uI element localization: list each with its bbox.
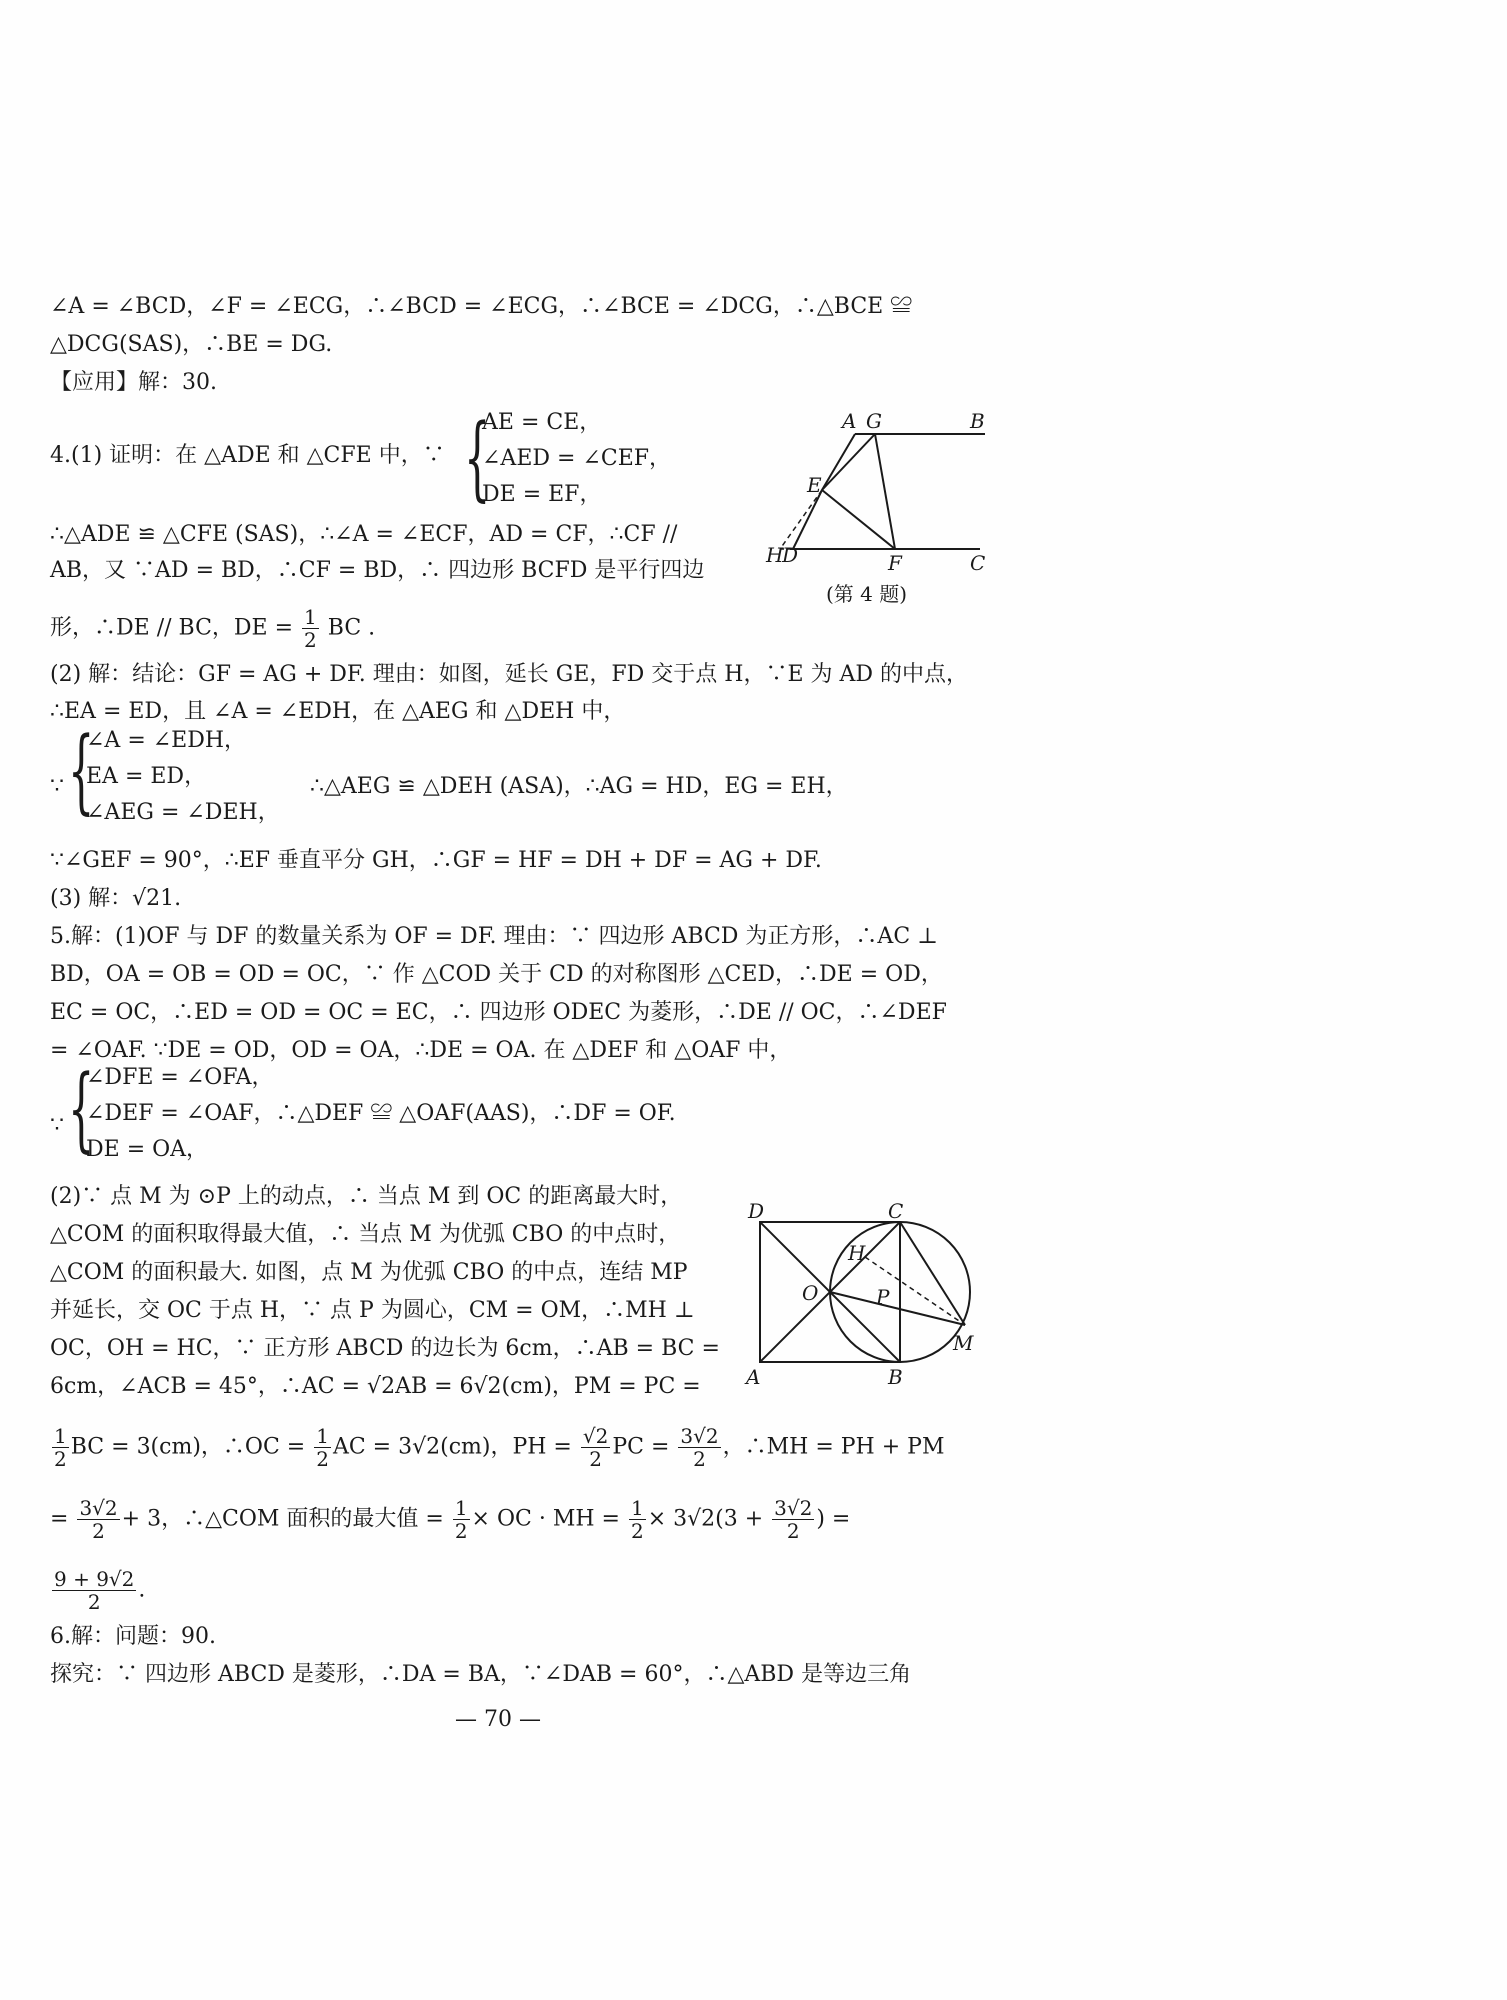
left-brace: {: [68, 1055, 95, 1162]
fraction: [772, 1497, 814, 1542]
fraction: [581, 1425, 610, 1470]
numerator: 3√2: [774, 1496, 813, 1520]
equation-row: ∠A = ∠EDH，: [86, 728, 247, 753]
equation-row: EA = ED，: [86, 764, 207, 789]
equation-system: [482, 405, 671, 513]
denominator: 2: [316, 1447, 329, 1471]
numerator: 1: [630, 1496, 644, 1520]
page-number: — 70 —: [455, 1707, 541, 1732]
denominator: 2: [786, 1519, 800, 1543]
fraction: [453, 1497, 470, 1542]
text-span: BC .: [327, 615, 376, 641]
text-line: 探究：∵ 四边形 ABCD 是菱形，∴DA = BA，∵∠DAB = 60°，∴△ABD 是等边三角: [50, 1662, 912, 1687]
figure-caption: (第 4 题): [826, 582, 908, 606]
text-span: ) =: [816, 1506, 851, 1532]
segment-om: [830, 1292, 965, 1325]
equation-row: ∠DFE = ∠OFA，: [86, 1065, 274, 1090]
denominator: 2: [92, 1519, 105, 1543]
equation-row: AE = CE，: [482, 410, 602, 435]
segment-ed: [793, 490, 822, 549]
fraction: [52, 1425, 69, 1470]
text-line: (2)∵ 点 M 为 ⊙P 上的动点，∴ 当点 M 到 OC 的距离最大时，: [50, 1184, 683, 1209]
text-line: 6cm，∠ACB = 45°，∴AC = √2AB = 6√2(cm)，PM = PC =: [50, 1374, 701, 1399]
figure-4-diagram: [760, 412, 1000, 602]
numerator: 1: [54, 1424, 67, 1448]
numerator: 1: [304, 605, 317, 629]
text-span: + 3，∴△COM 面积的最大值 =: [121, 1506, 444, 1532]
left-brace: {: [68, 717, 95, 824]
equation-row: ∠DEF = ∠OAF，∴△DEF ≌ △OAF(AAS)，∴DF = OF.: [86, 1101, 676, 1126]
label-c: C: [970, 551, 986, 575]
text-line: 5.解：(1)OF 与 DF 的数量关系为 OF = DF. 理由：∵ 四边形 ABCD 为正方形，∴AC ⊥: [50, 924, 938, 949]
text-span: × 3√2(3 +: [647, 1506, 764, 1532]
equation-system: [86, 723, 280, 831]
figure-5-diagram: [740, 1200, 990, 1400]
text-line: ∴△AEG ≌ △DEH (ASA)，∴AG = HD，EG = EH，: [310, 774, 848, 799]
text-line: [50, 606, 375, 651]
label-c: C: [888, 1200, 904, 1223]
denominator: 2: [589, 1447, 602, 1471]
fraction: [77, 1497, 119, 1542]
label-b: B: [888, 1365, 903, 1389]
text-line: [50, 1425, 944, 1470]
text-span: =: [50, 1506, 69, 1532]
text-line: △COM 的面积最大. 如图，点 M 为优弧 CBO 的中点，连结 MP: [50, 1260, 688, 1285]
text-span: 形，∴DE // BC，DE =: [50, 615, 294, 641]
label-o: O: [802, 1281, 819, 1305]
denominator: 2: [454, 1519, 468, 1543]
label-a: A: [746, 1365, 761, 1389]
numerator: 9 + 9√2: [54, 1567, 135, 1591]
text-line: ∴EA = ED，且 ∠A = ∠EDH，在 △AEG 和 △DEH 中，: [50, 699, 626, 724]
label-h: H: [766, 543, 784, 567]
fraction: [678, 1425, 720, 1470]
text-span: BC = 3(cm)，∴OC =: [70, 1434, 306, 1460]
text-line: △COM 的面积取得最大值，∴ 当点 M 为优弧 CBO 的中点时，: [50, 1222, 681, 1247]
fraction: [302, 606, 319, 651]
equation-row: DE = EF，: [482, 482, 602, 507]
segment-ae: [822, 434, 855, 490]
segment-ef: [822, 490, 895, 549]
equation-row: ∠AEG = ∠DEH，: [86, 800, 280, 825]
text-line: (3) 解：√21.: [50, 886, 182, 911]
text-span: AC = 3√2(cm)，PH =: [332, 1434, 572, 1460]
label-d: D: [782, 543, 799, 567]
numerator: 3√2: [680, 1424, 719, 1448]
label-h: H: [848, 1241, 866, 1265]
equation-row: ∠AED = ∠CEF，: [482, 446, 672, 471]
numerator: 3√2: [79, 1496, 118, 1520]
text-span: ，∴MH = PH + PM: [722, 1434, 945, 1460]
numerator: √2: [582, 1424, 609, 1448]
denominator: 2: [693, 1447, 706, 1471]
text-line: AB，又 ∵AD = BD，∴CF = BD，∴ 四边形 BCFD 是平行四边: [50, 558, 705, 583]
label-g: G: [866, 412, 882, 433]
text-line: [50, 1568, 145, 1613]
because-symbol: ∵: [50, 774, 64, 799]
segment-gf: [875, 434, 895, 549]
text-line: 并延长，交 OC 于点 H，∵ 点 P 为圆心，CM = OM，∴MH ⊥: [50, 1298, 695, 1323]
because-symbol: ∵: [50, 1113, 64, 1138]
label-e: E: [807, 473, 822, 497]
text-line: 6.解：问题：90.: [50, 1624, 216, 1649]
fraction: [52, 1568, 136, 1613]
segment-cm: [900, 1222, 965, 1325]
text-line: EC = OC，∴ED = OD = OC = EC，∴ 四边形 ODEC 为菱形，∴DE // OC，∴∠DEF: [50, 1000, 947, 1025]
equation-system: [86, 1060, 676, 1168]
left-brace: {: [464, 404, 491, 511]
text-line: [50, 1497, 850, 1542]
label-p: P: [876, 1285, 890, 1309]
label-d: D: [748, 1200, 765, 1223]
segment-ge: [822, 434, 875, 490]
label-f: F: [888, 551, 902, 575]
fraction: [314, 1425, 331, 1470]
denominator: 2: [87, 1590, 101, 1614]
text-line: △DCG(SAS)，∴BE = DG.: [50, 332, 333, 357]
text-span: .: [138, 1577, 146, 1603]
denominator: 2: [54, 1447, 67, 1471]
text-line: = ∠OAF. ∵DE = OD，OD = OA，∴DE = OA. 在 △DEF 和 △OAF 中，: [50, 1038, 792, 1063]
text-line: ∴△ADE ≌ △CFE (SAS)，∴∠A = ∠ECF，AD = CF，∴CF //: [50, 522, 678, 547]
numerator: 1: [454, 1496, 468, 1520]
text-line: ∠A = ∠BCD，∠F = ∠ECG，∴∠BCD = ∠ECG，∴∠BCE = ∠DCG，∴△BCE ≌: [50, 294, 913, 319]
text-line: OC，OH = HC，∵ 正方形 ABCD 的边长为 6cm，∴AB = BC =: [50, 1336, 720, 1361]
text-span: PC =: [612, 1434, 670, 1460]
denominator: 2: [304, 628, 317, 652]
fraction: [629, 1497, 646, 1542]
label-m: M: [953, 1331, 974, 1355]
text-line: (2) 解：结论：GF = AG + DF. 理由：如图，延长 GE，FD 交于点 H，∵E 为 AD 的中点，: [50, 662, 969, 687]
text-span: × OC · MH =: [471, 1506, 620, 1532]
q4-heading: 4.(1) 证明：在 △ADE 和 △CFE 中，∵: [50, 443, 445, 468]
numerator: 1: [316, 1424, 329, 1448]
label-a: A: [842, 412, 857, 433]
label-b: B: [970, 412, 985, 433]
text-line: ∵∠GEF = 90°，∴EF 垂直平分 GH，∴GF = HF = DH + DF = AG + DF.: [50, 848, 822, 873]
segment-eh-dashed: [780, 490, 822, 549]
text-line: BD，OA = OB = OD = OC，∵ 作 △COD 关于 CD 的对称图形 △CED，∴DE = OD，: [50, 962, 943, 987]
equation-row: DE = OA，: [86, 1137, 209, 1162]
denominator: 2: [630, 1519, 644, 1543]
text-line: 【应用】解：30.: [50, 370, 217, 395]
